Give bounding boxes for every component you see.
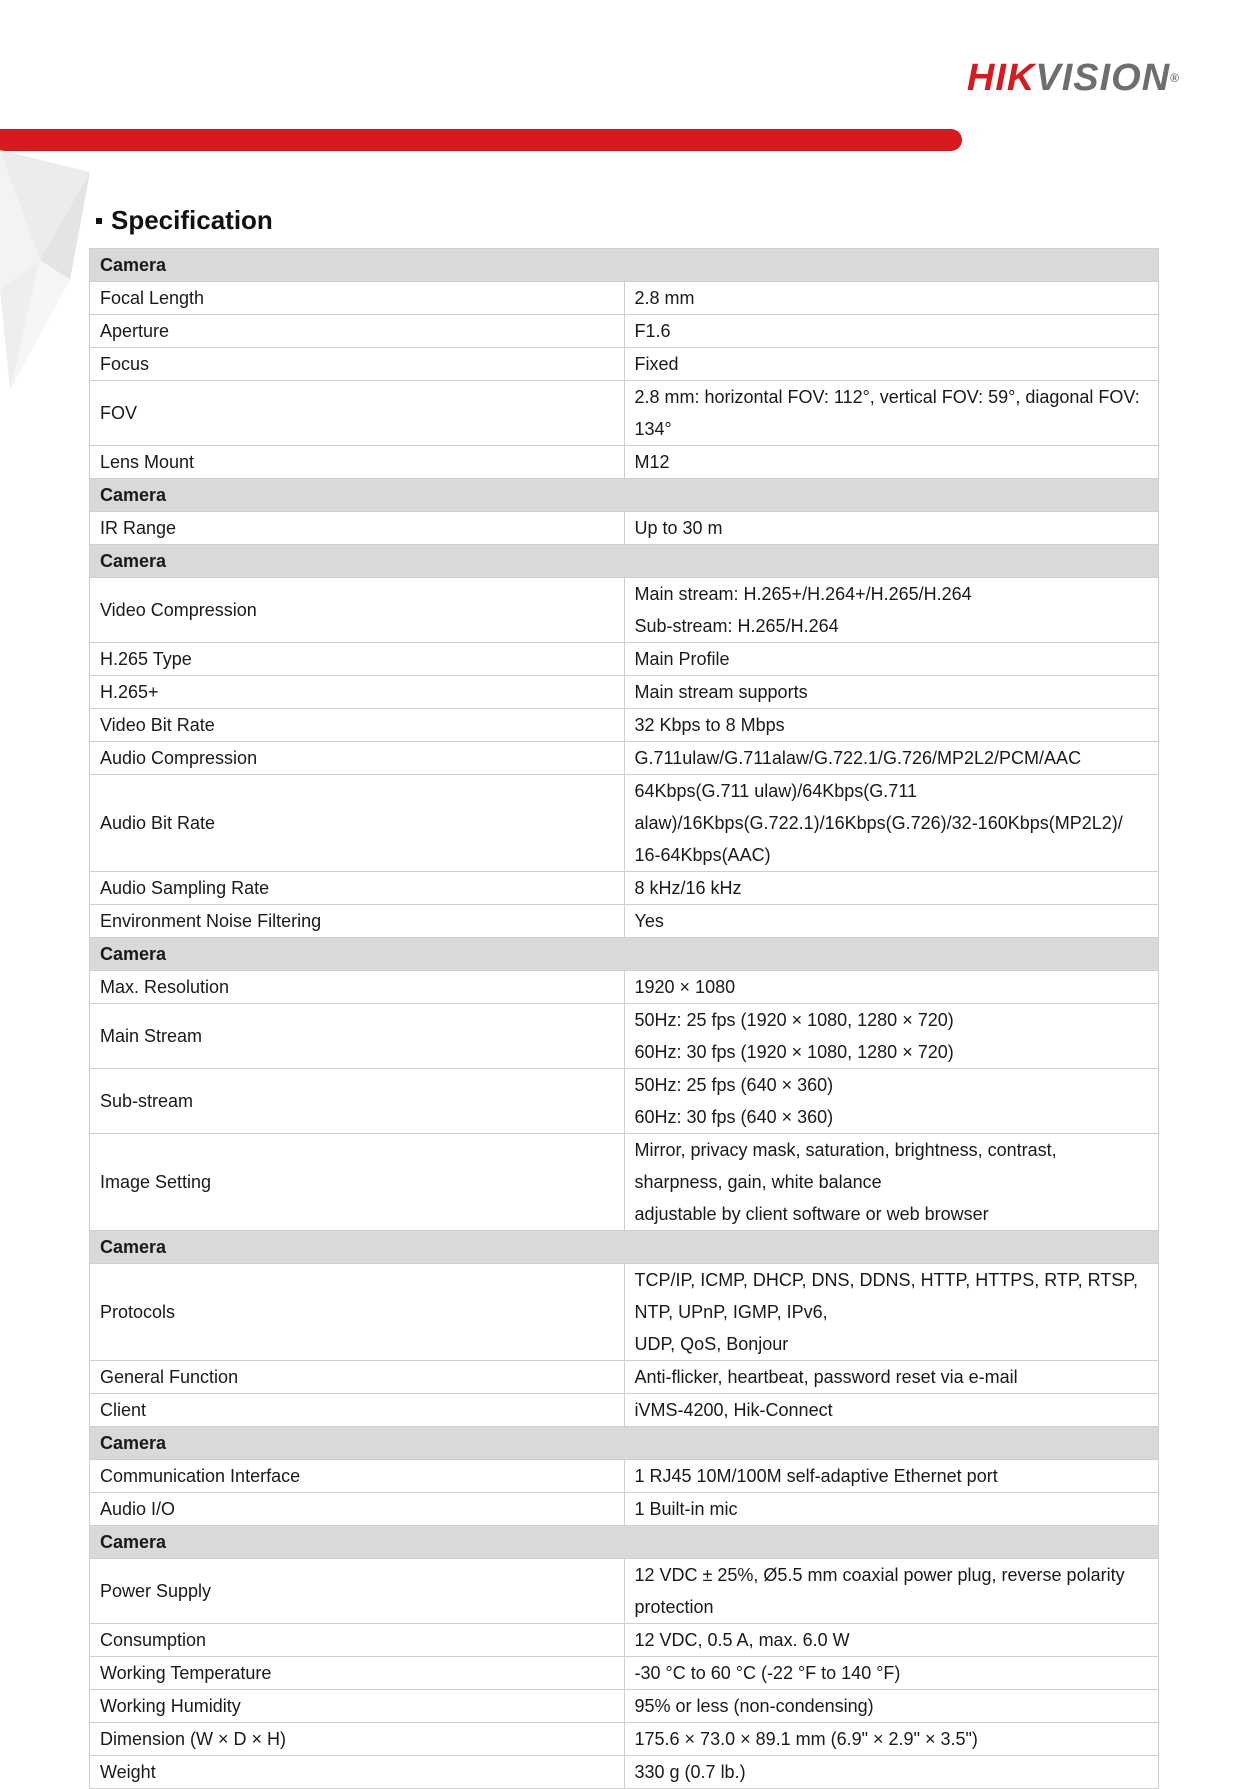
- spec-value: [624, 446, 1159, 479]
- section-header-row: [90, 249, 1159, 282]
- spec-label: Weight: [90, 1756, 625, 1789]
- table-row: [90, 1756, 1159, 1789]
- specification-table: [89, 248, 1159, 1789]
- spec-value: [624, 381, 1159, 446]
- spec-value-line: adjustable by client software or web browser: [634, 1204, 989, 1224]
- spec-value: [624, 1264, 1159, 1361]
- spec-value-line: 1920 × 1080: [634, 977, 736, 997]
- spec-value-line: Anti-flicker, heartbeat, password reset via e-mail: [634, 1367, 1018, 1387]
- table-row: [90, 1134, 1159, 1231]
- spec-label: Max. Resolution: [90, 971, 625, 1004]
- section-header-row: [90, 479, 1159, 512]
- spec-value-line: Main stream: H.265+/H.264+/H.265/H.264: [634, 584, 972, 604]
- section-title: Camera: [90, 1526, 1159, 1559]
- spec-value: [624, 578, 1159, 643]
- spec-value-line: -30 °C to 60 °C (-22 °F to 140 °F): [634, 1663, 901, 1683]
- header-accent-bar: [0, 129, 962, 151]
- spec-value-line: 32 Kbps to 8 Mbps: [634, 715, 785, 735]
- spec-value: [624, 1134, 1159, 1231]
- section-header-row: [90, 1427, 1159, 1460]
- table-row: [90, 676, 1159, 709]
- table-row: [90, 1004, 1159, 1069]
- table-row: [90, 446, 1159, 479]
- spec-label: Audio Compression: [90, 742, 625, 775]
- spec-value: [624, 1624, 1159, 1657]
- spec-label: Focus: [90, 348, 625, 381]
- table-row: [90, 1723, 1159, 1756]
- spec-value: [624, 1361, 1159, 1394]
- spec-value-line: alaw)/16Kbps(G.722.1)/16Kbps(G.726)/32-160Kbps(MP2L2)/ 16-64Kbps(AAC): [634, 813, 1123, 865]
- section-title: Camera: [90, 1427, 1159, 1460]
- spec-value: [624, 709, 1159, 742]
- spec-label: Aperture: [90, 315, 625, 348]
- spec-value: [624, 742, 1159, 775]
- spec-value-line: 175.6 × 73.0 × 89.1 mm (6.9" × 2.9" × 3.5"): [634, 1729, 978, 1749]
- spec-value-line: Fixed: [634, 354, 679, 374]
- section-title: Camera: [90, 545, 1159, 578]
- spec-value: [624, 1493, 1159, 1526]
- spec-label: Video Bit Rate: [90, 709, 625, 742]
- spec-value-line: 1 Built-in mic: [634, 1499, 738, 1519]
- spec-label: Environment Noise Filtering: [90, 905, 625, 938]
- spec-label: IR Range: [90, 512, 625, 545]
- spec-label: Sub-stream: [90, 1069, 625, 1134]
- table-row: [90, 643, 1159, 676]
- spec-value: [624, 872, 1159, 905]
- spec-value-line: Mirror, privacy mask, saturation, brightness, contrast, sharpness, gain, white balance: [634, 1140, 1057, 1192]
- spec-value: [624, 348, 1159, 381]
- table-row: [90, 1394, 1159, 1427]
- table-row: [90, 512, 1159, 545]
- heading-text: Specification: [111, 205, 273, 235]
- spec-value-line: 1 RJ45 10M/100M self-adaptive Ethernet port: [634, 1466, 998, 1486]
- spec-value-line: 60Hz: 30 fps (1920 × 1080, 1280 × 720): [634, 1042, 954, 1062]
- spec-value: [624, 1559, 1159, 1624]
- section-title: Camera: [90, 479, 1159, 512]
- spec-value: [624, 775, 1159, 872]
- spec-value: [624, 1460, 1159, 1493]
- specification-table-body: [90, 249, 1159, 1789]
- table-row: [90, 1264, 1159, 1361]
- spec-value: [624, 1004, 1159, 1069]
- spec-label: FOV: [90, 381, 625, 446]
- table-row: [90, 282, 1159, 315]
- logo-text-grey: VISION: [1035, 57, 1171, 99]
- table-row: [90, 315, 1159, 348]
- table-row: [90, 381, 1159, 446]
- spec-value: [624, 1756, 1159, 1789]
- spec-label: Communication Interface: [90, 1460, 625, 1493]
- spec-value: [624, 1069, 1159, 1134]
- spec-label: Consumption: [90, 1624, 625, 1657]
- spec-value-line: 8 kHz/16 kHz: [634, 878, 742, 898]
- spec-value-line: 95% or less (non-condensing): [634, 1696, 874, 1716]
- table-row: [90, 775, 1159, 872]
- spec-value-line: G.711ulaw/G.711alaw/G.722.1/G.726/MP2L2/PCM/AAC: [634, 748, 1082, 768]
- section-title: Camera: [90, 1231, 1159, 1264]
- section-title: Camera: [90, 938, 1159, 971]
- spec-value-line: 2.8 mm: horizontal FOV: 112°, vertical FOV: 59°, diagonal FOV: 134°: [634, 387, 1140, 439]
- decorative-facets: [0, 150, 100, 410]
- spec-value-line: UDP, QoS, Bonjour: [634, 1334, 789, 1354]
- spec-value-line: Up to 30 m: [634, 518, 723, 538]
- table-row: [90, 1493, 1159, 1526]
- spec-label: Client: [90, 1394, 625, 1427]
- spec-value-line: Main Profile: [634, 649, 730, 669]
- spec-value-line: 2.8 mm: [634, 288, 695, 308]
- spec-value: [624, 512, 1159, 545]
- section-header-row: [90, 545, 1159, 578]
- section-header-row: [90, 938, 1159, 971]
- table-row: [90, 971, 1159, 1004]
- table-row: [90, 905, 1159, 938]
- spec-value: [624, 1394, 1159, 1427]
- table-row: [90, 1361, 1159, 1394]
- table-row: [90, 1559, 1159, 1624]
- spec-value-line: Yes: [634, 911, 664, 931]
- spec-value-line: 64Kbps(G.711 ulaw)/64Kbps(G.711: [634, 781, 917, 801]
- heading-bullet-icon: [96, 218, 102, 224]
- section-title: Camera: [90, 249, 1159, 282]
- section-header-row: [90, 1231, 1159, 1264]
- table-row: [90, 1690, 1159, 1723]
- spec-value: [624, 1690, 1159, 1723]
- spec-value-line: TCP/IP, ICMP, DHCP, DNS, DDNS, HTTP, HTTPS, RTP, RTSP, NTP, UPnP, IGMP, IPv6,: [634, 1270, 1138, 1322]
- spec-value: [624, 676, 1159, 709]
- spec-value: [624, 282, 1159, 315]
- spec-value-line: 50Hz: 25 fps (1920 × 1080, 1280 × 720): [634, 1010, 954, 1030]
- spec-label: Audio I/O: [90, 1493, 625, 1526]
- spec-value-line: 12 VDC, 0.5 A, max. 6.0 W: [634, 1630, 850, 1650]
- spec-value: [624, 1657, 1159, 1690]
- table-row: [90, 1657, 1159, 1690]
- spec-value-line: iVMS-4200, Hik-Connect: [634, 1400, 833, 1420]
- spec-label: H.265+: [90, 676, 625, 709]
- section-heading: [96, 205, 273, 236]
- spec-value-line: M12: [634, 452, 670, 472]
- spec-label: Main Stream: [90, 1004, 625, 1069]
- spec-label: Lens Mount: [90, 446, 625, 479]
- spec-label: Focal Length: [90, 282, 625, 315]
- spec-label: Protocols: [90, 1264, 625, 1361]
- spec-label: Working Humidity: [90, 1690, 625, 1723]
- table-row: [90, 1624, 1159, 1657]
- spec-value-line: 60Hz: 30 fps (640 × 360): [634, 1107, 834, 1127]
- table-row: [90, 578, 1159, 643]
- section-header-row: [90, 1526, 1159, 1559]
- table-row: [90, 709, 1159, 742]
- spec-label: General Function: [90, 1361, 625, 1394]
- spec-value: [624, 643, 1159, 676]
- spec-value: [624, 971, 1159, 1004]
- table-row: [90, 1069, 1159, 1134]
- logo-text-red: HIK: [966, 57, 1036, 99]
- spec-value-line: 50Hz: 25 fps (640 × 360): [634, 1075, 834, 1095]
- hikvision-logo: [967, 58, 1180, 98]
- spec-value: [624, 315, 1159, 348]
- spec-label: Audio Sampling Rate: [90, 872, 625, 905]
- spec-label: Power Supply: [90, 1559, 625, 1624]
- spec-label: Video Compression: [90, 578, 625, 643]
- spec-value-line: Sub-stream: H.265/H.264: [634, 616, 839, 636]
- table-row: [90, 872, 1159, 905]
- spec-label: Image Setting: [90, 1134, 625, 1231]
- table-row: [90, 742, 1159, 775]
- spec-value: [624, 1723, 1159, 1756]
- spec-value: [624, 905, 1159, 938]
- registered-mark: ®: [1170, 71, 1180, 85]
- spec-value-line: Main stream supports: [634, 682, 808, 702]
- spec-label: H.265 Type: [90, 643, 625, 676]
- table-row: [90, 348, 1159, 381]
- spec-label: Dimension (W × D × H): [90, 1723, 625, 1756]
- spec-value-line: 12 VDC ± 25%, Ø5.5 mm coaxial power plug, reverse polarity protection: [634, 1565, 1125, 1617]
- spec-value-line: F1.6: [634, 321, 671, 341]
- spec-label: Audio Bit Rate: [90, 775, 625, 872]
- spec-label: Working Temperature: [90, 1657, 625, 1690]
- spec-value-line: 330 g (0.7 lb.): [634, 1762, 746, 1782]
- table-row: [90, 1460, 1159, 1493]
